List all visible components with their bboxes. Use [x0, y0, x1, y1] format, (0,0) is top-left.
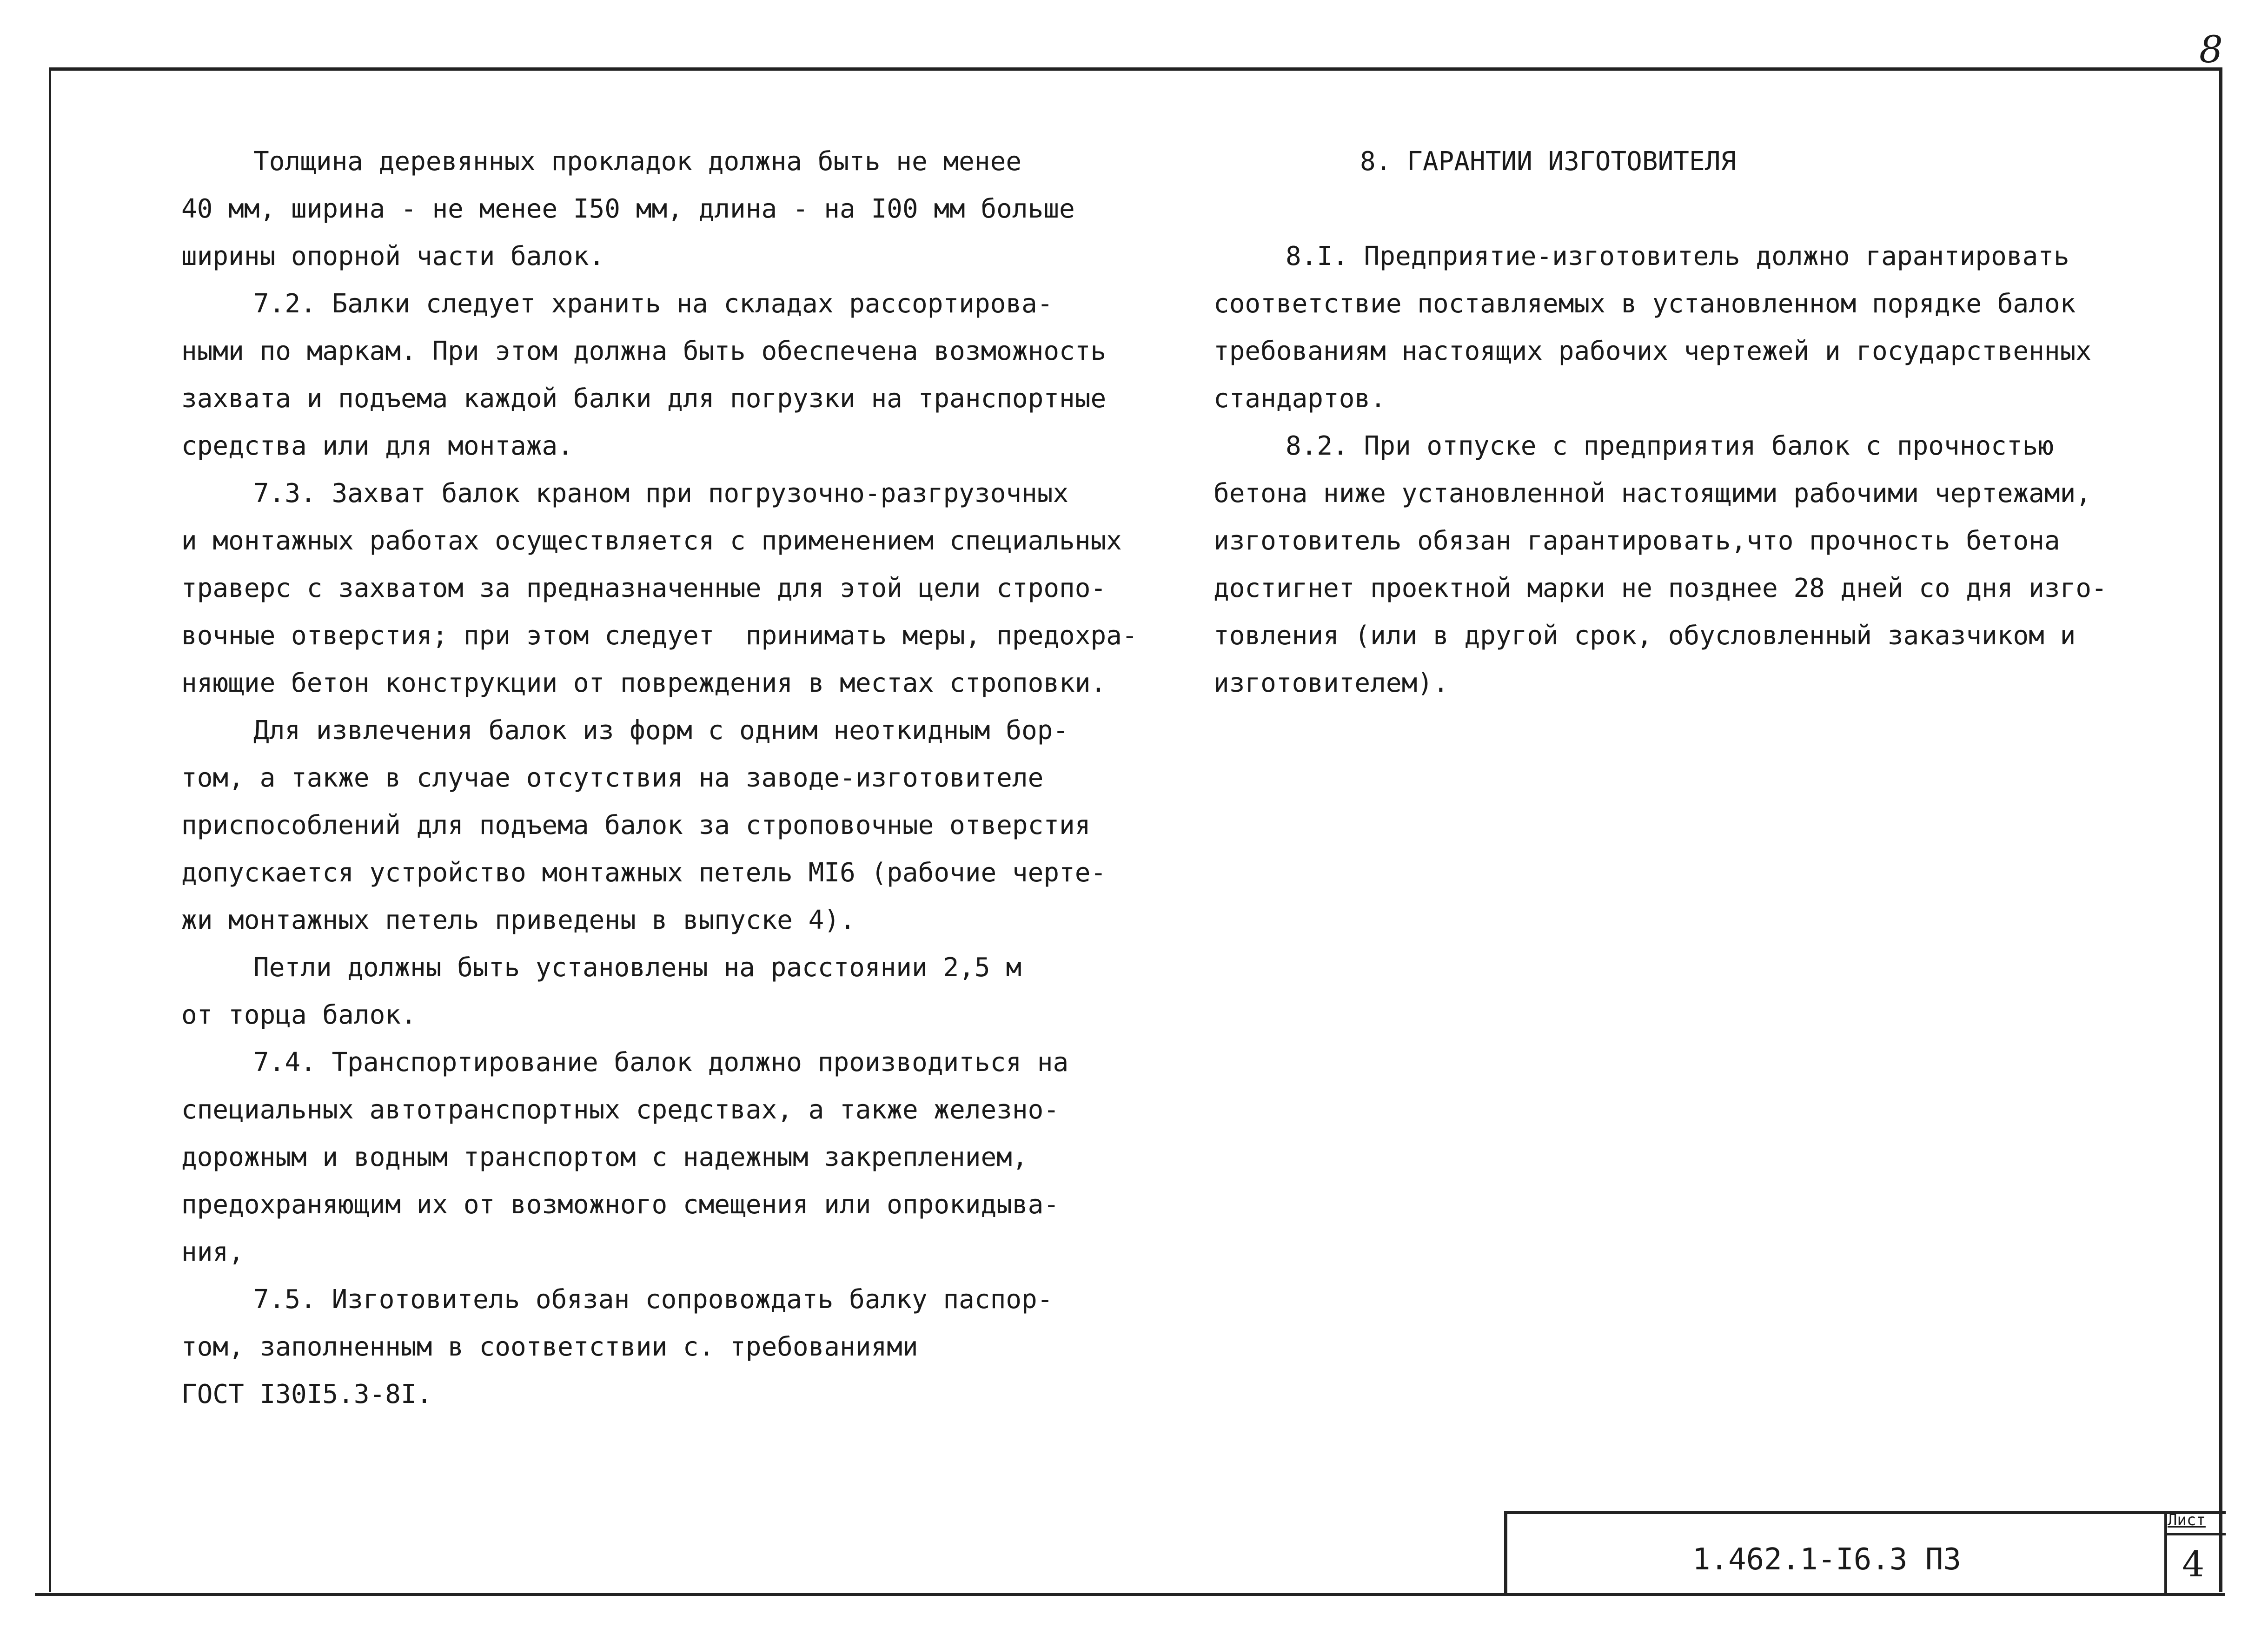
text-line: жи монтажных петель приведены в выпуске 4).: [181, 905, 855, 935]
text-line: захвата и подъема каждой балки для погрузки на транспортные: [181, 384, 1107, 414]
text-line: Толщина деревянных прокладок должна быть не менее: [253, 146, 1022, 177]
text-line: ными по маркам. При этом должна быть обеспечена возможность: [181, 336, 1107, 366]
text-line: товления (или в другой срок, обусловленный заказчиком и: [1214, 621, 2076, 651]
text-line: Петли должны быть установлены на расстоянии 2,5 м: [253, 952, 1022, 983]
page-number: 8: [2199, 28, 2223, 71]
text-line: 8.I. Предприятие-изготовитель должно гарантировать: [1286, 241, 2069, 271]
text-line: приспособлений для подъема балок за строповочные отверстия: [181, 810, 1091, 840]
text-line: ширины опорной части балок.: [181, 241, 605, 271]
text-line: няющие бетон конструкции от повреждения в местах строповки.: [181, 668, 1107, 698]
text-line: том, заполненным в соответствии с. требованиями: [181, 1332, 918, 1362]
text-line: вочные отверстия; при этом следует принимать меры, предохра-: [181, 621, 1138, 651]
text-line: 40 мм, ширина - не менее I50 мм, длина - на I00 мм больше: [181, 194, 1075, 224]
text-line: 7.2. Балки следует хранить на складах рассортирова-: [253, 289, 1053, 319]
text-line: 7.4. Транспортирование балок должно производиться на: [253, 1047, 1069, 1078]
text-line: дорожным и водным транспортом с надежным закреплением,: [181, 1142, 1028, 1172]
text-line: Для извлечения балок из форм с одним неоткидным бор-: [253, 715, 1069, 746]
text-line: ГОСТ I30I5.3-8I.: [181, 1379, 432, 1409]
text-line: бетона ниже установленной настоящими рабочими чертежами,: [1214, 478, 2092, 509]
text-line: достигнет проектной марки не позднее 28 дней со дня изго-: [1214, 573, 2107, 603]
section-title: 8. ГАРАНТИИ ИЗГОТОВИТЕЛЯ: [1360, 146, 1737, 177]
bottom-border: [35, 1593, 2225, 1596]
text-line: изготовитель обязан гарантировать,что прочность бетона: [1214, 526, 2060, 556]
text-line: том, а также в случае отсутствия на заводе-изготовителе: [181, 763, 1044, 793]
left-text-column: [181, 138, 1138, 1418]
text-line: и монтажных работах осуществляется с применением специальных: [181, 526, 1122, 556]
document-code: 1.462.1-I6.3 ПЗ: [1692, 1542, 1961, 1577]
text-line: соответствие поставляемых в установленном порядке балок: [1214, 289, 2076, 319]
sheet-label: Лист: [2168, 1511, 2206, 1529]
right-text-column: [1214, 233, 2107, 707]
text-line: изготовителем).: [1214, 668, 1449, 698]
sheet-number: 4: [2182, 1543, 2205, 1585]
text-line: 7.3. Захват балок краном при погрузочно-разгрузочных: [253, 478, 1069, 509]
text-line: предохраняющим их от возможного смещения или опрокидыва-: [181, 1190, 1060, 1220]
text-line: траверс с захватом за предназначенные для этой цели стропо-: [181, 573, 1107, 603]
text-line: средства или для монтажа.: [181, 431, 573, 461]
text-line: стандартов.: [1214, 384, 1386, 414]
text-line: специальных автотранспортных средствах, а также железно-: [181, 1095, 1060, 1125]
text-line: 7.5. Изготовитель обязан сопровождать балку паспор-: [253, 1284, 1053, 1315]
text-line: допускается устройство монтажных петель МI6 (рабочие черте-: [181, 858, 1107, 888]
text-line: ния,: [181, 1237, 244, 1267]
sheet-cell-divider: [2164, 1533, 2226, 1535]
text-line: 8.2. При отпуске с предприятия балок с прочностью: [1286, 431, 2054, 461]
text-line: от торца балок.: [181, 1000, 417, 1030]
text-line: требованиям настоящих рабочих чертежей и государственных: [1214, 336, 2092, 366]
